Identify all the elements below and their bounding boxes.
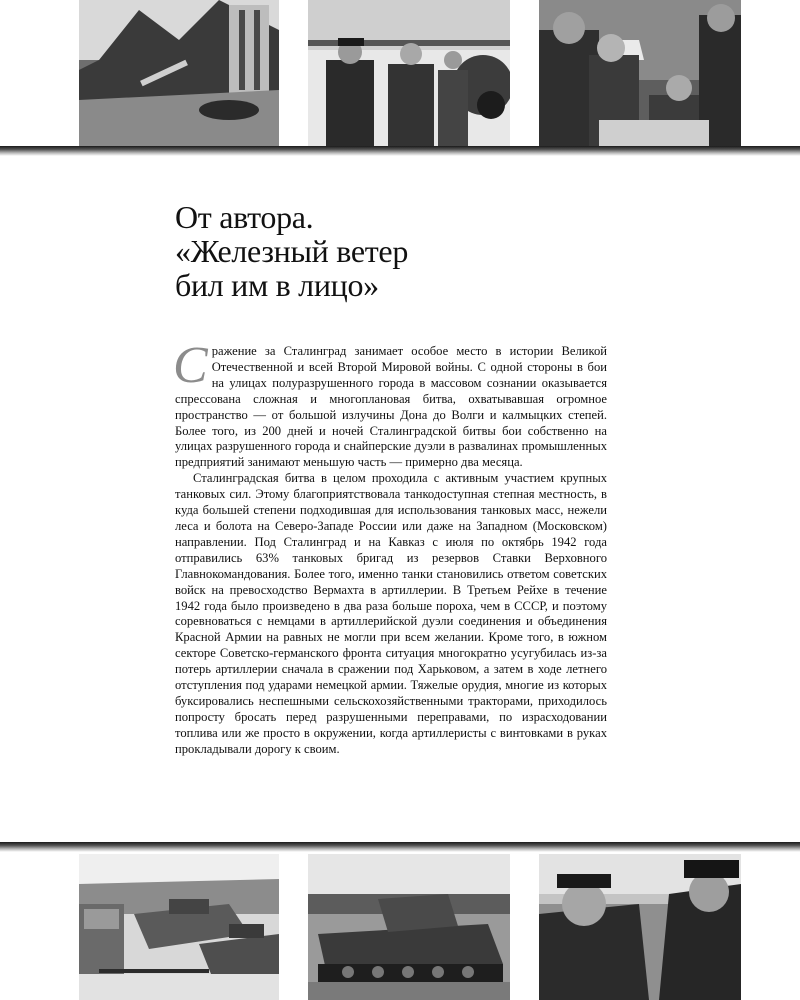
top-band-shadow [0,146,800,156]
drop-cap: С [173,337,208,394]
paragraph-2: Сталинградская битва в целом проходила с активным участием крупных танковых сил. Этому благоприятствовала танкодоступная степная местность, в куда большей степени подходившая для использования танковых масс, нежели леса и болота на Северо-Западе России или даже на Западном (Московском) направлении. Под Сталинград и на Кавказ с июля по октябрь 1942 года отправились 63% танковых бригад из резервов Ставки Верховного Главнокомандования. Более того, именно танки становились ответом советских войск на превосходство Вермахта в артиллерии. В Третьем Рейхе в течение 1942 года было произведено в два раза больше пороха, чем в СССР, и поэтому соревноваться с немцами в артиллерийской дуэли соединения и объединения Красной Армии на равных не могли при всем желании. Кроме того, в южном секторе Советско-германского фронта ситуация многократно усугубилась из-за потерь артиллерии сначала в сражении под Харьковом, а затем в ходе летнего отступления под ударами немецкой армии. Тяжелые орудия, многие из которых буксировались неспешными сельскохозяйственными тракторами, приходилось попросту бросать перед разрушенными переправами, по израсходовании топлива или же просто в окружении, когда артиллеристы с винтовками в руках прокладывали дорогу к своим. [175,471,607,756]
bottom-band-shadow [0,842,800,852]
photo-command-room [539,0,741,146]
photo-ruined-street [79,0,279,146]
photo-generals-portrait [539,854,741,1000]
photo-officers-walking [308,0,510,146]
paragraph-1 [173,337,607,471]
photo-tank-column [79,854,279,1000]
paragraph-1-text: ражение за Сталинград занимает особое место в истории Великой Отечественной и всей Второй Мировой войны. С одной стороны в бои на улицах полуразрушенного города в массовом сознании оказывается спрессована сложная и многоплановая битва, охватывавшая огромное пространство — от большой излучины Дона до Волги и калмыцких степей. Более того, из 200 дней и ночей Сталинградской битвы бои собственно на улицах разрушенного города и снайперские дуэли в развалинах промышленных предприятий занимают меньшую часть — примерно два месяца. [175,344,607,470]
top-photo-strip [0,0,800,160]
title-line-1: От автора. [175,199,314,235]
bottom-photo-strip [0,842,800,1000]
title-line-2: «Железный ветер [175,233,409,269]
body-text [173,337,607,758]
chapter-title [175,200,615,302]
title-line-3: бил им в лицо» [175,267,379,303]
photo-destroyed-tank [308,854,510,1000]
